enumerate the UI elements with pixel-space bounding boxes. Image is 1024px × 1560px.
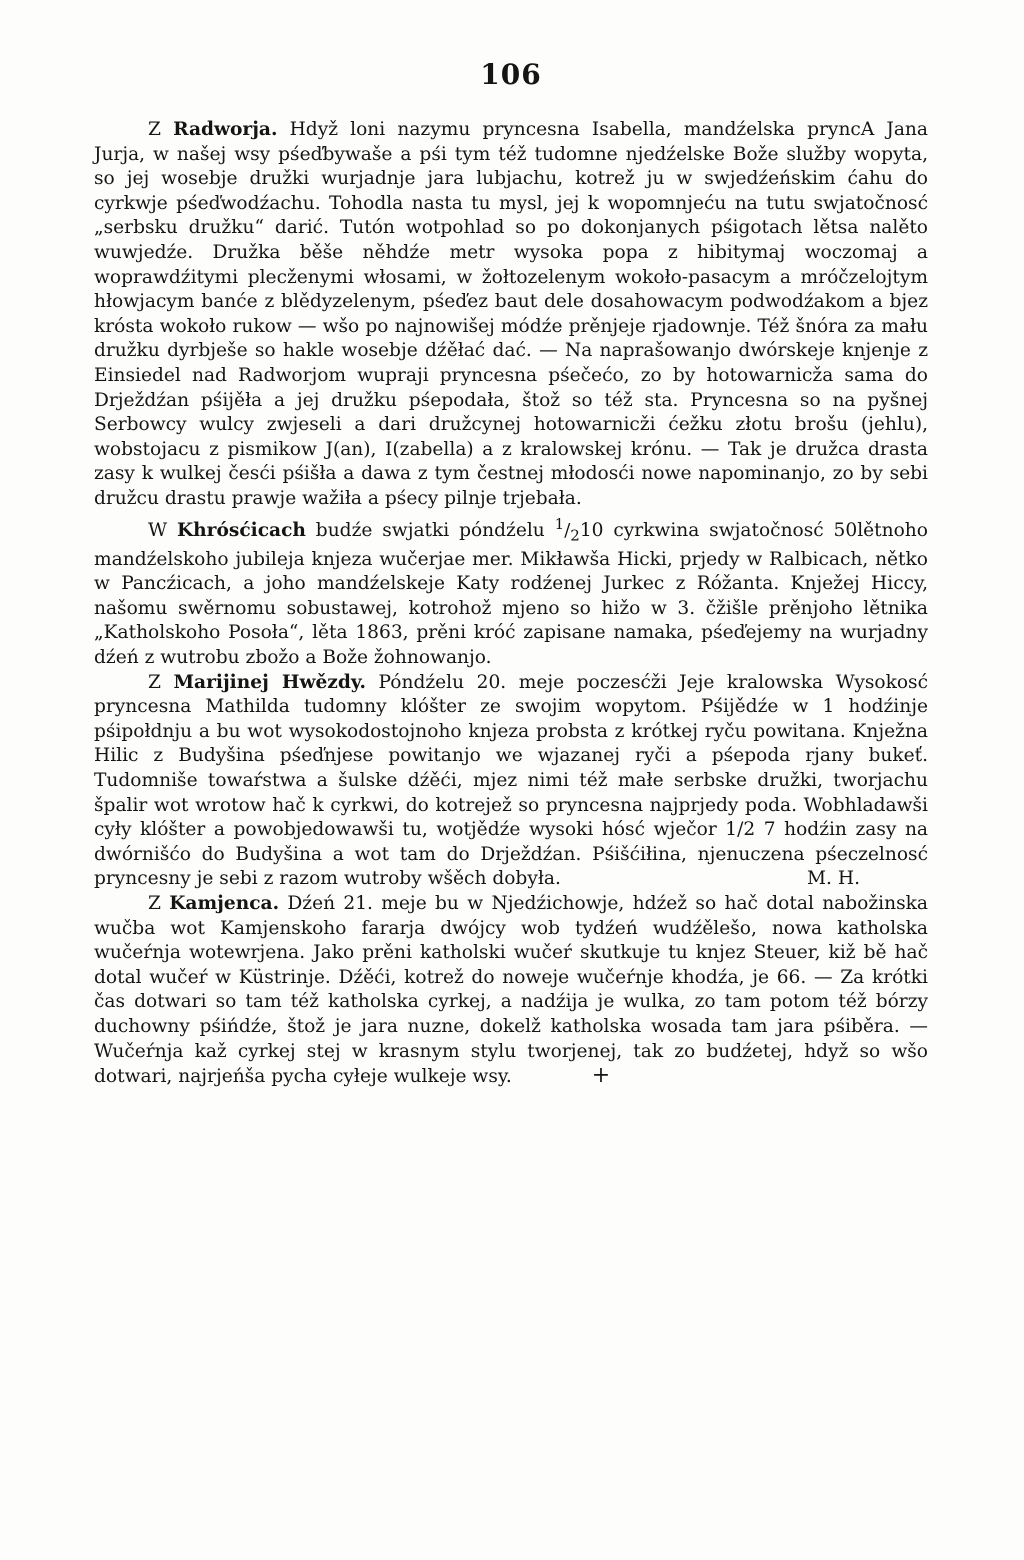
article-heading: Khrósćicach bbox=[176, 519, 306, 541]
article-heading: Kamjenca. bbox=[169, 893, 280, 914]
article-body-intro: budźe swjatki póndźelu bbox=[315, 519, 545, 541]
article-prefix: Z bbox=[148, 119, 161, 140]
fraction: $^1/_2$ bbox=[554, 514, 580, 545]
article-body: 10 cyrkwina swjatočnosć 50lětnoho mandźelskoho jubileja knjeza wučerjae mer. Mikławša Hicki, prjedy w Ralbicach, nětko w Pancźicach, a joho mandźelskeje Katy rodźenej Jurkec z Róžanta. Knježej Hiccy, našomu swěrnomu sobustawej, kotrohož mjeno so hižo w 3. čžišle prěnjoho lětnika „Katholskoho Posoła“, lěta 1863, prěni króć zapisane namaka, pśeďejemy na wurjadny dźeń z wutrobu zbožo a Bože žohnowanjo. bbox=[94, 519, 928, 669]
article-radworja bbox=[94, 118, 928, 512]
article-body: Póndźelu 20. meje poczesćži Jeje kralowska Wysokosć pryncesna Mathilda tudomny klóšter ze swojim wopytom. Pśijědźe w 1 hodźinje pśipołdnju a bu wot wysokodostojnoho knjeza probsta z krótkej ryču powitana. Knježna Hilic z Budyšina pśeďnjese powitanjo we wjazanej ryči a pśepoda rjany bukeť. Tudomniše towaŕstwa a šulske dźěći, mjez nimi též małe serbske družki, tworjachu špalir wot wrotow hač k cyrkwi, do kotrejež so pryncesna najprjedy poda. Wobhladawši cyły klóšter a powobjedowawši tu, wotjědźe wysoki hósć wječor 1/2 7 hodźin zasy na dwórnišćo do Budyšina a wot tam do Drježdźan. Pśišćiłina, njenuczena pśeczelnosć pryncesny je sebi z razom wutroby wšěch dobyła. bbox=[94, 671, 928, 890]
article-prefix: W bbox=[148, 519, 168, 541]
article-body: Hdyž loni nazymu pryncesna Isabella, mandźelska pryncA Jana Jurja, w našej wsy pśeďbywaše a pśi tym též tudomne njedźelske Bože služby wopyta, so jej wosebje družki wurjadnje jara lubjachu, kotrež ju w swjedźeńskim ćahu do cyrkwje pśeďwodźachu. Tohodla nasta tu mysl, jej k wopomnjeću na tutu swjatočnosć „serbsku družku“ darić. Tutón wotpohlad so po dokonjanych pśigotach lětsa nalěto wuwjedźe. Družka běše něhdźe metr wysoka popa z hibitymaj woczomaj a woprawdźitymi plecženymi włosami, w žołtozelenym wokoło-pasacym a mróčzelojtym hłowjacym banće z blědyzelenym, pśeďez baut dele dosahowacym podwodźakom a bjez krósta wokoło rukow — wšo po najnowišej módźe prěnjeje rjadownje. Též šnóra za mału družku dyrbješe so hakle wosebje dźěłać dać. — Na naprašowanjo dwórskeje knjenje z Einsiedel nad Radworjom wupraji pryncesna pśečećo, zo by hotowarnicža sama do Drježdźan pśijěła a jej družku pśepodała, štož so též sta. Pryncesna so na pyšnej Serbowcy wulcy zwjeseli a dari družcynej hotowarnicži ćežku złotu brošu (jehlu), wobstojacu z pismikow J(an), I(zabella) a z kralowskej krónu. — Tak je družca drasta zasy k wulkej česći pśišła a dawa z tym čestnej młodosći nowe napominanjo, zo by sebi družcu drastu prawje wažiła a pśecy pilnje trjebała. bbox=[94, 119, 928, 509]
article-khrosćicach bbox=[94, 512, 928, 671]
end-mark: + bbox=[591, 1063, 611, 1089]
signature: M. H. bbox=[807, 868, 860, 890]
article-body: Dźeń 21. meje bu w Njedźichowje, hdźež so hač dotal nabožinska wučba wot Kamjenskoho fararja dwójcy wob tydźeń wudźělešo, nowa katholska wučeŕnja wotewrjena. Jako prěni katholski wučeŕ skutkuje tu knjez Steuer, kiž bě hač dotal wučeŕ w Küstrinje. Dźěći, kotrež do noweje wučeŕnje khodźa, je 66. — Za krótki čas dotwari so tam též katholska cyrkej, a nadźija je wulka, zo tam potom též bórzy duchowny pśińdźe, štož je jara nuzne, dokelž katholska wosada tam jara pśiběra. — Wučeŕnja kaž cyrkej stej w krasnym stylu tworjenej, tak zo budźetej, hdyž so wšo dotwari, najrjeńša pycha cyłeje wulkeje wsy. bbox=[94, 893, 928, 1088]
fraction-numerator: 1 bbox=[554, 514, 565, 533]
article-kamjenca bbox=[94, 892, 928, 1090]
article-heading: Radworja. bbox=[173, 119, 278, 140]
article-heading: Marijinej Hwězdy. bbox=[173, 671, 367, 693]
fraction-denominator: 2 bbox=[570, 526, 580, 545]
article-prefix: Z bbox=[148, 893, 161, 914]
article-marijinej-hwezdy bbox=[94, 671, 928, 892]
page-number: 106 bbox=[480, 58, 542, 91]
article-prefix: Z bbox=[148, 671, 161, 693]
